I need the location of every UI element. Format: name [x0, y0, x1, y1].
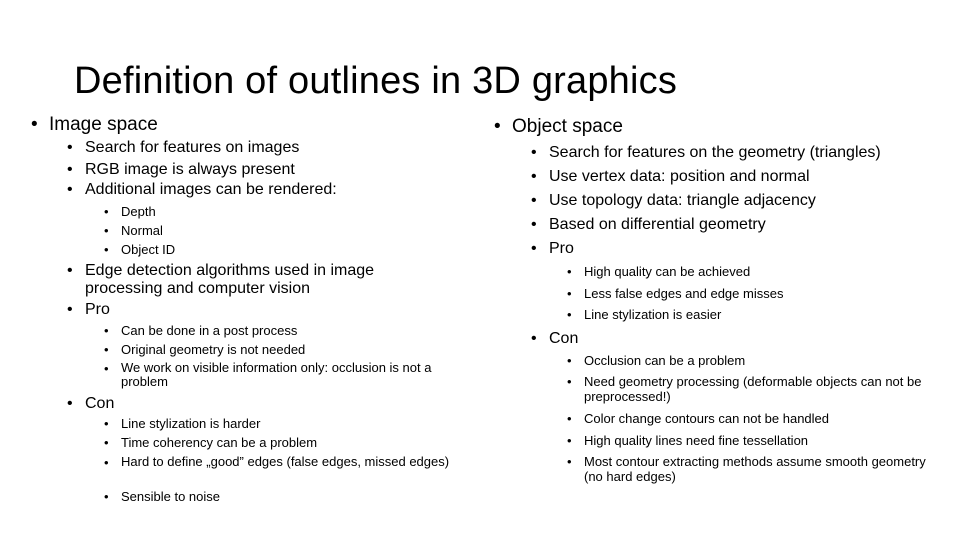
bullet: • — [104, 323, 109, 338]
list-item: Sensible to noise — [121, 489, 221, 504]
bullet: • — [104, 455, 109, 470]
bullet: • — [567, 353, 572, 368]
list-item: Need geometry processing (deformable objects can not be preprocessed!) — [584, 374, 922, 404]
bullet: • — [531, 216, 537, 233]
bullet: • — [67, 262, 73, 279]
list-item: Less false edges and edge misses — [584, 286, 784, 301]
list-item: Original geometry is not needed — [121, 342, 306, 357]
list-item: Edge detection algorithms used in image processing and computer vision — [85, 262, 375, 297]
list-item: Search for features on images — [85, 139, 300, 156]
list-item: Most contour extracting methods assume smooth geometry (no hard edges) — [584, 454, 926, 484]
bullet: • — [531, 240, 537, 257]
list-item: Can be done in a post process — [121, 323, 298, 338]
list-item: Color change contours can not be handled — [584, 411, 830, 426]
con-label: Con — [549, 330, 579, 347]
bullet: • — [67, 139, 73, 156]
bullet: • — [67, 301, 73, 318]
list-item: Object ID — [121, 242, 176, 257]
bullet: • — [104, 416, 109, 431]
bullet: • — [104, 489, 109, 504]
list-item: High quality lines need fine tessellation — [584, 433, 809, 448]
list-item: Search for features on the geometry (triangles) — [549, 144, 881, 161]
left-heading: Image space — [49, 114, 158, 135]
list-item: Occlusion can be a problem — [584, 353, 746, 368]
bullet: • — [531, 330, 537, 347]
list-item: Use topology data: triangle adjacency — [549, 192, 816, 209]
bullet: • — [531, 192, 537, 209]
bullet: • — [67, 395, 73, 412]
pro-label: Pro — [85, 301, 110, 318]
list-item: RGB image is always present — [85, 161, 295, 178]
pro-label: Pro — [549, 240, 574, 257]
bullet: • — [567, 264, 572, 279]
list-item: We work on visible information only: occlusion is not a problem — [121, 360, 432, 389]
bullet: • — [494, 116, 501, 137]
bullet: • — [567, 286, 572, 301]
list-item: Normal — [121, 223, 163, 238]
bullet: • — [104, 204, 109, 219]
con-label: Con — [85, 395, 115, 412]
bullet: • — [567, 307, 572, 322]
right-heading: Object space — [512, 116, 623, 137]
list-item: Use vertex data: position and normal — [549, 168, 810, 185]
bullet: • — [567, 433, 572, 448]
bullet: • — [67, 181, 73, 198]
bullet: • — [104, 342, 109, 357]
bullet: • — [567, 411, 572, 426]
list-item: Depth — [121, 204, 156, 219]
bullet: • — [531, 144, 537, 161]
bullet: • — [567, 374, 572, 389]
slide-title: Definition of outlines in 3D graphics — [74, 60, 678, 102]
list-item: High quality can be achieved — [584, 264, 751, 279]
list-item: Based on differential geometry — [549, 216, 766, 233]
bullet: • — [531, 168, 537, 185]
list-item: Line stylization is easier — [584, 307, 722, 322]
bullet: • — [31, 114, 38, 135]
bullet: • — [104, 435, 109, 450]
list-item: Additional images can be rendered: — [85, 181, 337, 198]
list-item: Time coherency can be a problem — [121, 435, 318, 450]
bullet: • — [567, 454, 572, 469]
bullet: • — [67, 161, 73, 178]
list-item: Hard to define „good” edges (false edges, missed edges) — [121, 454, 450, 469]
bullet: • — [104, 223, 109, 238]
list-item: Line stylization is harder — [121, 416, 261, 431]
bullet: • — [104, 242, 109, 257]
bullet: • — [104, 361, 109, 376]
